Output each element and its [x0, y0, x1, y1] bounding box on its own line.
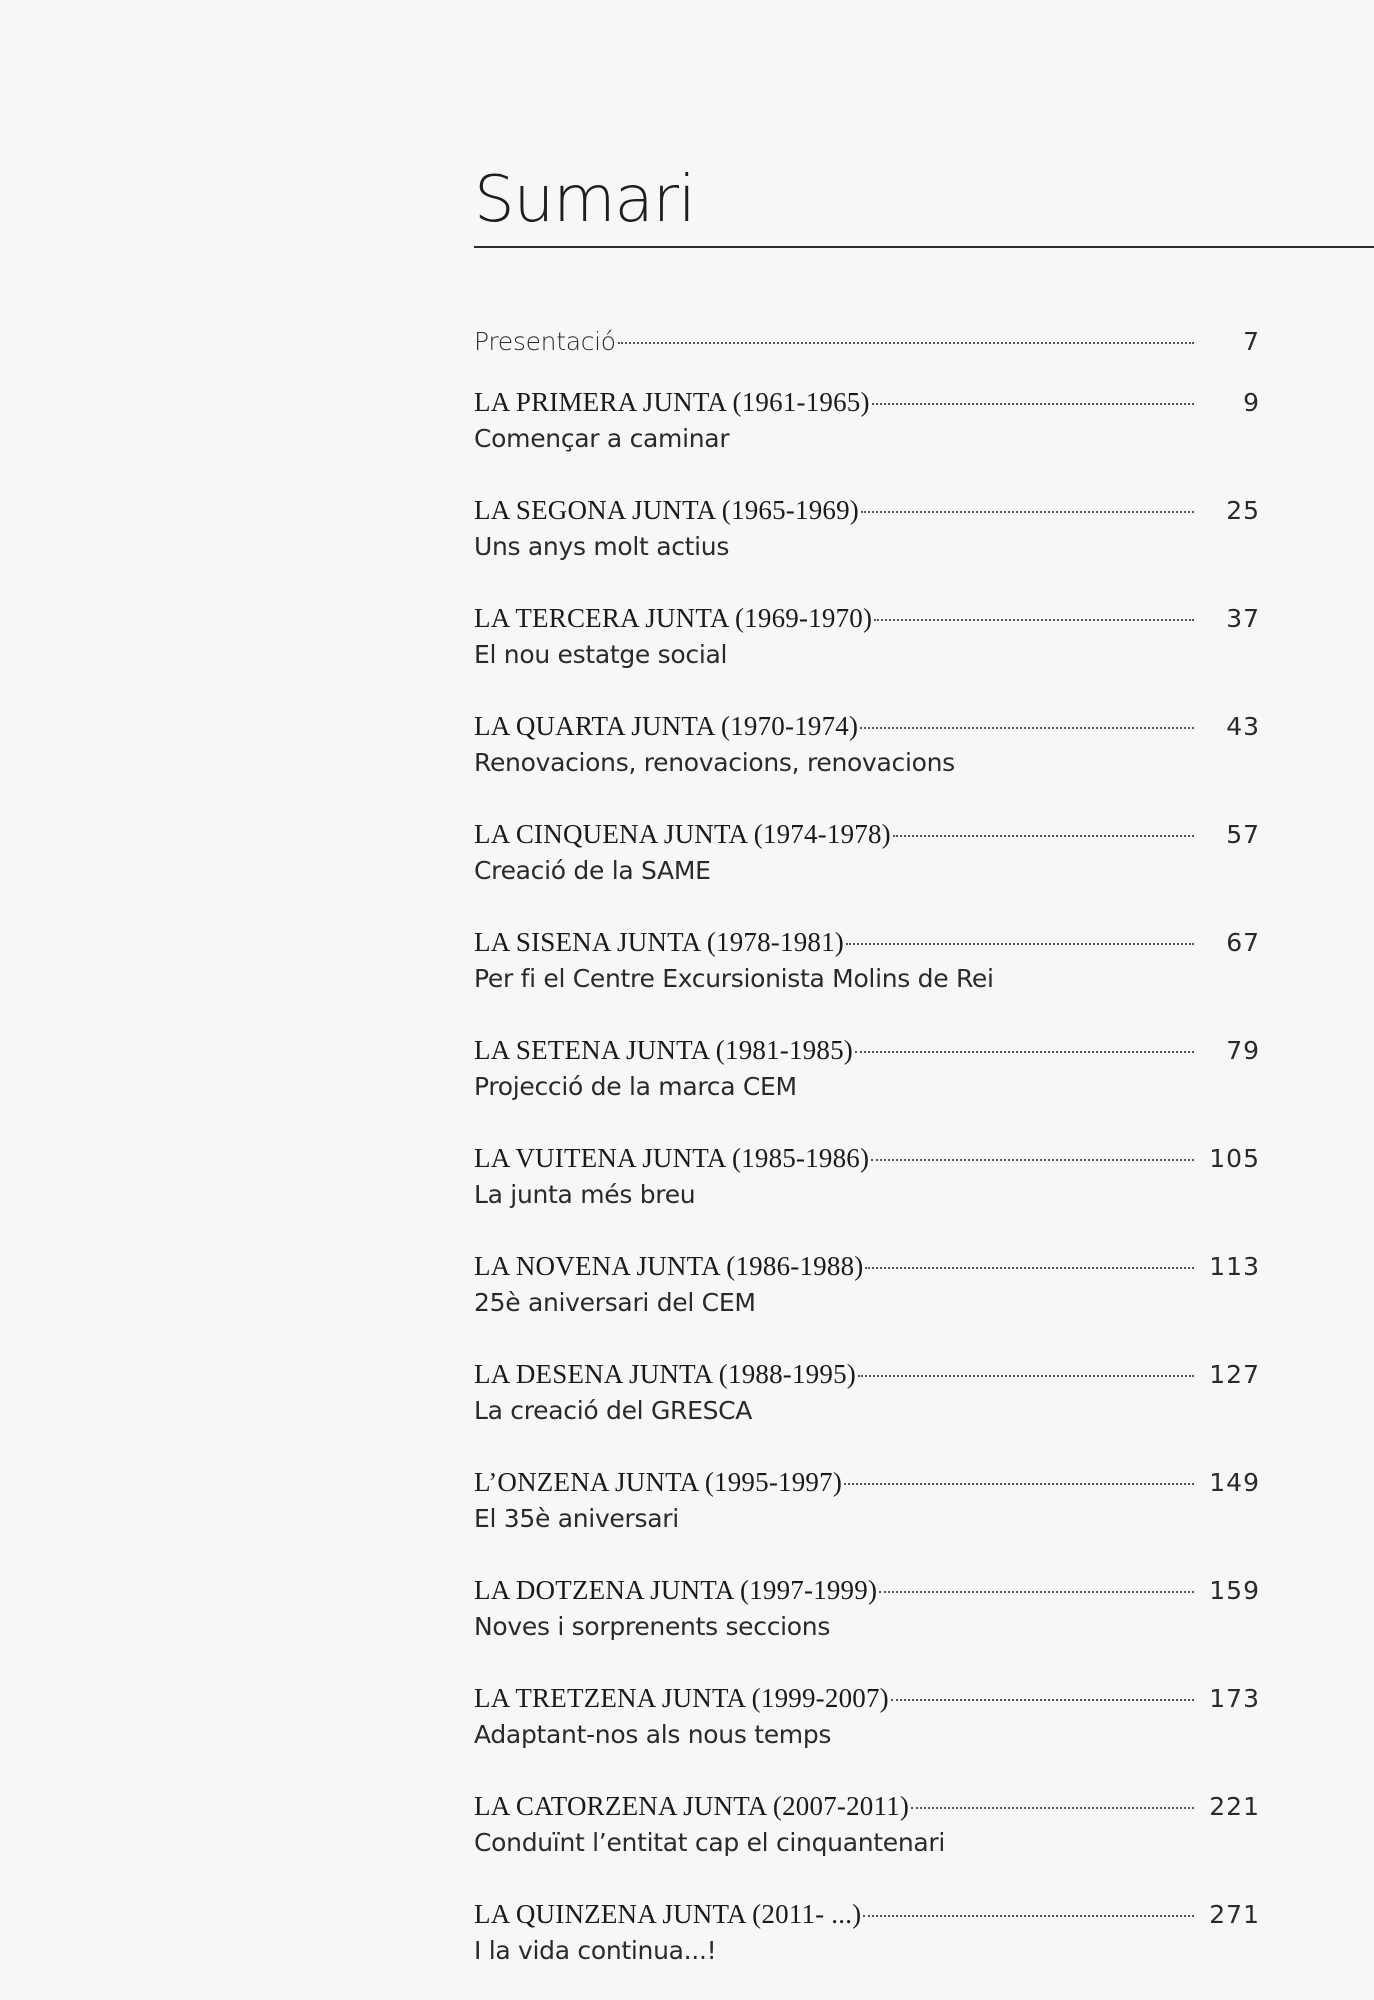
leader-dots [863, 1915, 1194, 1917]
toc-page-number: 43 [1226, 712, 1260, 741]
toc-page-number: 37 [1226, 604, 1260, 633]
toc-heading: LA PRIMERA JUNTA (1961-1965) [474, 387, 870, 417]
leader-dots [844, 1483, 1194, 1485]
toc-heading: L’ONZENA JUNTA (1995-1997) [474, 1467, 843, 1497]
toc-heading: LA DOTZENA JUNTA (1997-1999) [474, 1575, 878, 1605]
toc-page-number: 271 [1209, 1900, 1260, 1929]
leader-dots [891, 1699, 1194, 1701]
leader-dots [893, 835, 1194, 837]
leader-dots [872, 403, 1194, 405]
toc-heading: LA SISENA JUNTA (1978-1981) [474, 927, 844, 957]
toc-page-number: 149 [1209, 1468, 1260, 1497]
toc-page-number: 173 [1209, 1684, 1260, 1713]
toc-page-number: 67 [1226, 928, 1260, 957]
toc-subtitle: Començar a caminar [474, 424, 730, 453]
toc-subtitle: 25è aniversari del CEM [474, 1288, 756, 1317]
toc-subtitle: Projecció de la marca CEM [474, 1072, 797, 1101]
toc-entry[interactable] [474, 922, 1260, 996]
toc-entry[interactable] [474, 1786, 1260, 1860]
leader-dots [858, 1375, 1194, 1377]
leader-dots [855, 1051, 1194, 1053]
toc-entry[interactable] [474, 706, 1260, 780]
toc-entry[interactable] [474, 598, 1260, 672]
leader-dots [861, 511, 1194, 513]
toc-page-number: 127 [1209, 1360, 1260, 1389]
toc-subtitle: Conduïnt l’entitat cap el cinquantenari [474, 1828, 946, 1857]
toc-subtitle: La creació del GRESCA [474, 1396, 753, 1425]
leader-dots [911, 1807, 1194, 1809]
toc-heading: LA NOVENA JUNTA (1986-1988) [474, 1251, 864, 1281]
toc-subtitle: Noves i sorprenents seccions [474, 1612, 831, 1641]
toc-heading: LA SEGONA JUNTA (1965-1969) [474, 495, 859, 525]
toc-entry-presentacio[interactable] [474, 322, 1260, 362]
toc-heading: LA CATORZENA JUNTA (2007-2011) [474, 1791, 910, 1821]
toc-heading: LA CINQUENA JUNTA (1974-1978) [474, 819, 891, 849]
toc-entry[interactable] [474, 490, 1260, 564]
toc-subtitle: I la vida continua...! [474, 1936, 717, 1965]
toc-heading: LA TRETZENA JUNTA (1999-2007) [474, 1683, 889, 1713]
toc-page-number: 159 [1209, 1576, 1260, 1605]
toc-entry[interactable] [474, 1678, 1260, 1752]
toc-heading: LA SETENA JUNTA (1981-1985) [474, 1035, 853, 1065]
page-title: Sumari [474, 163, 695, 237]
toc-subtitle: Per fi el Centre Excursionista Molins de Rei [474, 964, 994, 993]
leader-dots [618, 342, 1194, 344]
toc-subtitle: Adaptant-nos als nous temps [474, 1720, 832, 1749]
toc-heading: LA TERCERA JUNTA (1969-1970) [474, 603, 873, 633]
toc-subtitle: Creació de la SAME [474, 856, 711, 885]
toc-subtitle: Uns anys molt actius [474, 532, 730, 561]
toc-heading: Presentació [474, 327, 616, 356]
leader-dots [860, 727, 1194, 729]
toc-entry[interactable] [474, 1138, 1260, 1212]
leader-dots [865, 1267, 1194, 1269]
toc-page-number: 79 [1226, 1036, 1260, 1065]
toc-subtitle: El 35è aniversari [474, 1504, 679, 1533]
toc-page-number: 113 [1209, 1252, 1260, 1281]
toc-entry[interactable] [474, 1570, 1260, 1644]
toc-heading: LA QUARTA JUNTA (1970-1974) [474, 711, 859, 741]
leader-dots [874, 619, 1194, 621]
toc-entry[interactable] [474, 382, 1260, 456]
toc-page-number: 221 [1209, 1792, 1260, 1821]
toc-page-number: 7 [1243, 327, 1260, 356]
toc-heading: LA DESENA JUNTA (1988-1995) [474, 1359, 856, 1389]
toc-entry[interactable] [474, 1030, 1260, 1104]
leader-dots [846, 943, 1194, 945]
toc-subtitle: Renovacions, renovacions, renovacions [474, 748, 955, 777]
toc-entry[interactable] [474, 1354, 1260, 1428]
leader-dots [879, 1591, 1194, 1593]
leader-dots [871, 1159, 1194, 1161]
toc-page-number: 57 [1226, 820, 1260, 849]
table-of-contents [474, 322, 1260, 1968]
toc-subtitle: La junta més breu [474, 1180, 696, 1209]
toc-page-number: 25 [1226, 496, 1260, 525]
toc-entry[interactable] [474, 1246, 1260, 1320]
toc-entry[interactable] [474, 1462, 1260, 1536]
toc-entry[interactable] [474, 1894, 1260, 1968]
toc-subtitle: El nou estatge social [474, 640, 728, 669]
toc-page-number: 9 [1243, 388, 1260, 417]
toc-entry[interactable] [474, 814, 1260, 888]
toc-heading: LA QUINZENA JUNTA (2011- ...) [474, 1899, 862, 1929]
toc-heading: LA VUITENA JUNTA (1985-1986) [474, 1143, 870, 1173]
title-rule [474, 246, 1374, 248]
toc-page-number: 105 [1209, 1144, 1260, 1173]
